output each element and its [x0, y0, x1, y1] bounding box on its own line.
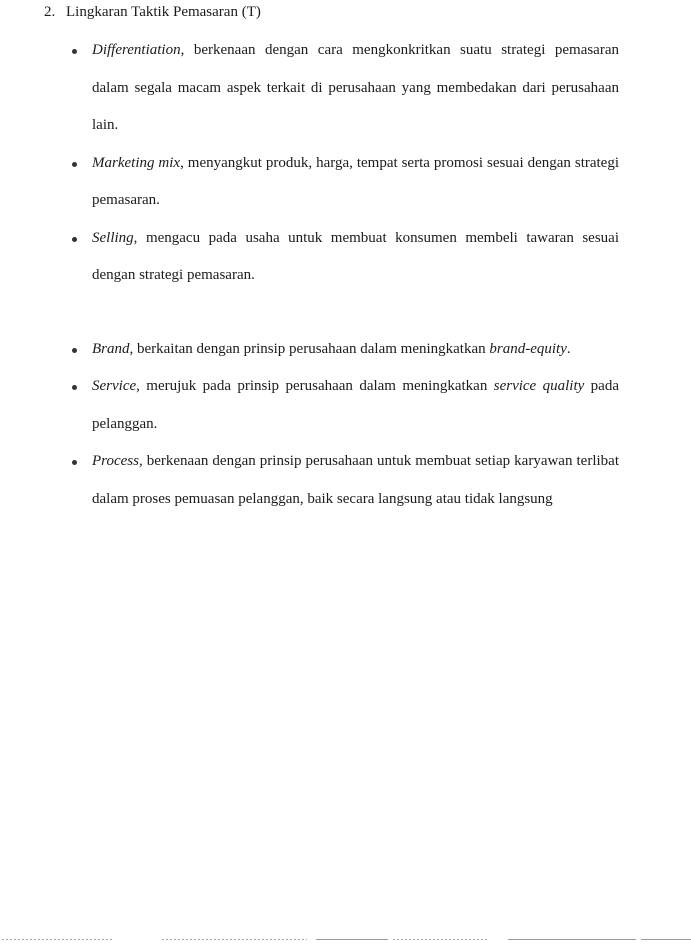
list-item	[92, 220, 619, 295]
item-term: Differentiation	[92, 42, 181, 58]
bullet-icon	[72, 162, 77, 167]
bullet-icon	[72, 49, 77, 54]
footer-divider	[2, 939, 112, 940]
item-term: Selling	[92, 229, 134, 246]
item-term: Process	[92, 453, 139, 469]
footer-divider	[316, 939, 388, 940]
item-text-tail: .	[566, 340, 571, 357]
footer-divider	[393, 939, 489, 940]
bullet-icon	[72, 460, 77, 465]
item-term: Service	[92, 378, 137, 394]
item-term-inline: service quality	[493, 378, 585, 394]
list-item	[92, 331, 619, 369]
item-term-inline: brand-equity	[489, 340, 567, 357]
item-text: , berkenaan dengan prinsip perusahaan untuk membuat setiap karyawan terlibat dalam proses pemuasan pelanggan, baik secara langsung atau tidak langsung	[92, 453, 619, 507]
item-text: , menyangkut produk, harga, tempat serta promosi sesuai dengan strategi pemasaran.	[92, 154, 620, 208]
section-number: 2.	[44, 4, 56, 20]
section-title: Lingkaran Taktik Pemasaran (T)	[66, 4, 261, 20]
item-text-tail: pada pelanggan.	[92, 378, 619, 432]
bullet-icon	[72, 385, 77, 390]
footer-divider	[508, 939, 636, 940]
page-footer-strip	[0, 936, 691, 942]
list-item	[92, 145, 619, 220]
footer-divider	[162, 939, 307, 940]
tactic-list	[92, 32, 619, 518]
list-item	[92, 32, 619, 145]
section-heading	[44, 2, 261, 22]
item-text: , berkaitan dengan prinsip perusahaan dalam meningkatkan	[129, 340, 490, 357]
bullet-icon	[72, 237, 77, 242]
bullet-icon	[72, 348, 77, 353]
footer-divider	[641, 939, 691, 940]
item-text: , merujuk pada prinsip perusahaan dalam meningkatkan	[136, 378, 494, 394]
list-item	[92, 368, 619, 443]
list-item	[92, 443, 619, 518]
item-term: Brand	[92, 340, 130, 357]
item-text: , berkenaan dengan cara mengkonkritkan suatu strategi pemasaran dalam segala macam aspek terkait di perusahaan yang membedakan dari perusahaan lain.	[92, 42, 619, 133]
item-term: Marketing mix	[92, 154, 181, 171]
item-text: , mengacu pada usaha untuk membuat konsumen membeli tawaran sesuai dengan strategi pemasaran.	[92, 229, 619, 283]
